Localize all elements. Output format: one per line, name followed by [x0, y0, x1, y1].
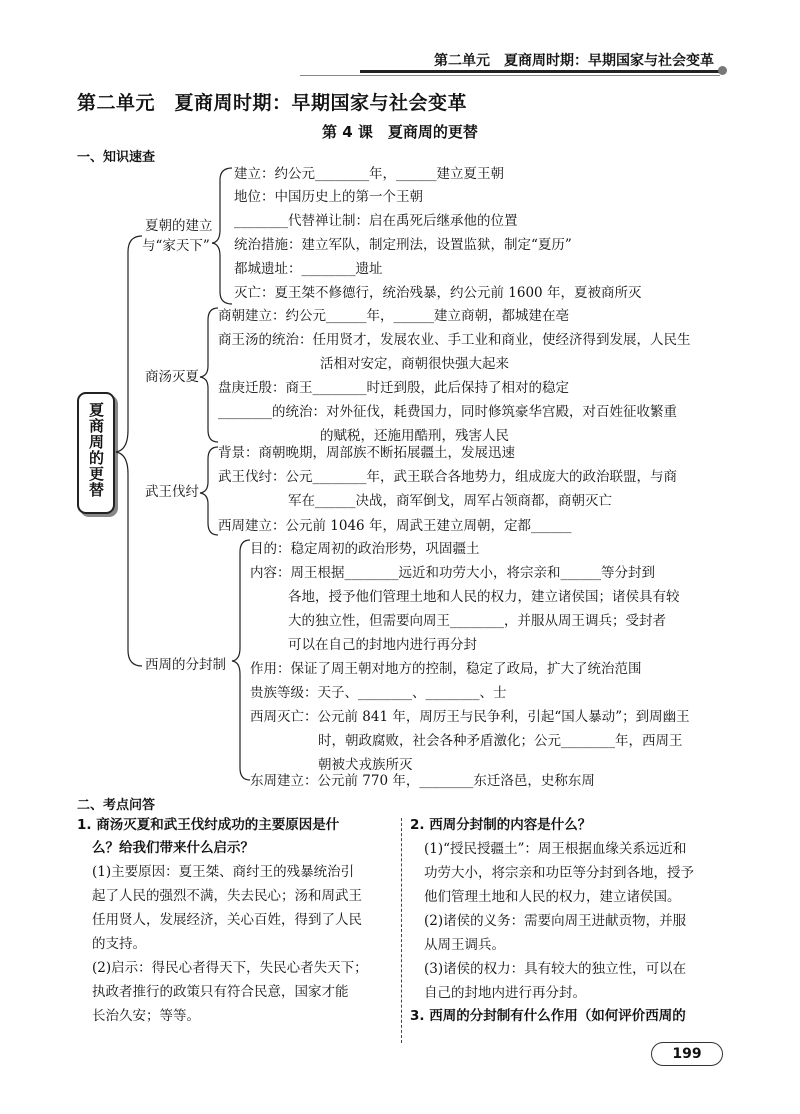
wu-label: 武王伐纣 — [145, 484, 199, 500]
shang-label: 商汤灭夏 — [145, 369, 199, 385]
question-1-line1: 1. 商汤灭夏和武王伐纣成功的主要原因是什 — [77, 817, 340, 833]
shang-item: 活相对安定，商朝很快强大起来 — [320, 356, 509, 372]
shang-item: 商王汤的统治：任用贤才，发展农业、手工业和商业，使经济得到发展，人民生 — [218, 332, 691, 348]
shang-item: 商朝建立：约公元______年，______建立商朝，都城建在亳 — [218, 308, 569, 324]
root-label: 夏商周的更替 — [87, 402, 105, 498]
answer-2-line: 自己的封地内进行再分封。 — [424, 985, 586, 1001]
xia-label-line2: 与“家天下” — [142, 238, 210, 254]
question-1-line2: 么？给我们带来什么启示？ — [92, 840, 254, 856]
answer-1-line: (1)主要原因：夏王桀、商纣王的残暴统治引 — [92, 864, 355, 880]
section-heading-qa: 二、考点问答 — [77, 798, 156, 813]
fengjian-item: 作用：保证了周王朝对地方的控制，稳定了政局，扩大了统治范围 — [250, 661, 642, 677]
wu-item: 军在______决战，商军倒戈，周军占领商都，商朝灭亡 — [288, 493, 612, 509]
answer-2-line: 功劳大小，将宗亲和功臣等分封到各地，授予 — [424, 865, 694, 881]
fengjian-item: 各地，授予他们管理土地和人民的权力，建立诸侯国；诸侯具有较 — [288, 589, 680, 605]
fengjian-item: 朝被犬戎族所灭 — [318, 757, 413, 773]
xia-item: 建立：约公元________年，______建立夏王朝 — [234, 166, 504, 182]
running-header-text: 第二单元 夏商周时期：早期国家与社会变革 — [434, 53, 714, 69]
answer-1-line: 的支持。 — [92, 936, 146, 952]
answer-2-line: (3)诸侯的权力：具有较大的独立性，可以在 — [424, 961, 687, 977]
xia-item: 地位：中国历史上的第一个王朝 — [234, 189, 423, 205]
question-3: 3. 西周的分封制有什么作用（如何评价西周的 — [410, 1008, 686, 1024]
wu-item: 西周建立：公元前 1046 年，周武王建立周朝，定都______ — [218, 518, 572, 534]
answer-1-line: 起了人民的强烈不满，失去民心；汤和周武王 — [92, 888, 362, 904]
shang-brace — [200, 308, 218, 442]
section-heading-knowledge: 一、知识速查 — [77, 150, 156, 165]
fengjian-item: 大的独立性，但需要向周王________，并服从周王调兵；受封者 — [288, 613, 666, 629]
root-brace — [116, 236, 142, 666]
fengjian-item: 内容：周王根据________远近和功劳大小，将宗亲和______等分封到 — [250, 565, 655, 581]
xia-label-line1: 夏朝的建立 — [145, 218, 213, 234]
fengjian-item: 贵族等级：天子、________、________、士 — [250, 685, 507, 701]
wu-item: 武王伐纣：公元________年，武王联合各地势力，组成庞大的政治联盟，与商 — [218, 469, 677, 485]
answer-1-line: 长治久安；等等。 — [92, 1008, 200, 1024]
fengjian-item: 时，朝政腐败，社会各种矛盾激化；公元________年，西周王 — [318, 733, 683, 749]
shang-item: ________的统治：对外征伐，耗费国力，同时修筑豪华宫殿，对百姓征收繁重 — [218, 404, 677, 420]
lesson-title: 第 4 课 夏商周的更替 — [322, 123, 478, 141]
wu-item: 背景：商朝晚期，周部族不断拓展疆土，发展迅速 — [218, 445, 515, 461]
fengjian-item: 可以在自己的封地内进行再分封 — [288, 637, 477, 653]
question-2: 2. 西周分封制的内容是什么？ — [410, 817, 592, 833]
fengjian-label: 西周的分封制 — [145, 657, 226, 673]
shang-item: 的赋税，还施用酷刑，残害人民 — [320, 428, 509, 444]
answer-1-line: 任用贤人，发展经济，关心百姓，得到了人民 — [92, 912, 362, 928]
answer-2-line: (2)诸侯的义务：需要向周王进献贡物，并服 — [424, 913, 687, 929]
answer-1-line: (2)启示：得民心者得天下，失民心者失天下； — [92, 960, 368, 976]
fengjian-brace — [232, 540, 250, 780]
answer-1-line: 执政者推行的政策只有符合民意，国家才能 — [92, 984, 349, 1000]
xia-item: ________代替禅让制：启在禹死后继承他的位置 — [234, 213, 518, 229]
xia-brace — [212, 168, 232, 304]
page-number: 199 — [651, 1042, 723, 1066]
unit-title: 第二单元 夏商周时期：早期国家与社会变革 — [77, 92, 468, 114]
fengjian-item: 西周灭亡：公元前 841 年，周厉王与民争利，引起“国人暴动”；到周幽王 — [250, 709, 690, 725]
fengjian-item: 目的：稳定周初的政治形势，巩固疆土 — [250, 541, 480, 557]
answer-2-line: 他们管理土地和人民的权力，建立诸侯国。 — [424, 889, 681, 905]
answer-2-line: 从周王调兵。 — [424, 937, 505, 953]
shang-item: 盘庚迁殷：商王________时迁到殷，此后保持了相对的稳定 — [218, 380, 569, 396]
answer-2-line: (1)“授民授疆土”：周王根据血缘关系远近和 — [424, 841, 687, 857]
xia-item: 统治措施：建立军队，制定刑法，设置监狱，制定“夏历” — [234, 237, 572, 253]
wu-brace — [200, 447, 218, 535]
fengjian-item: 东周建立：公元前 770 年，________东迁洛邑，史称东周 — [250, 773, 595, 789]
xia-item: 都城遗址：________遗址 — [234, 261, 383, 277]
qa-column-divider — [401, 818, 402, 1043]
xia-item: 灭亡：夏王桀不修德行，统治残暴，约公元前 1600 年，夏被商所灭 — [234, 285, 642, 301]
